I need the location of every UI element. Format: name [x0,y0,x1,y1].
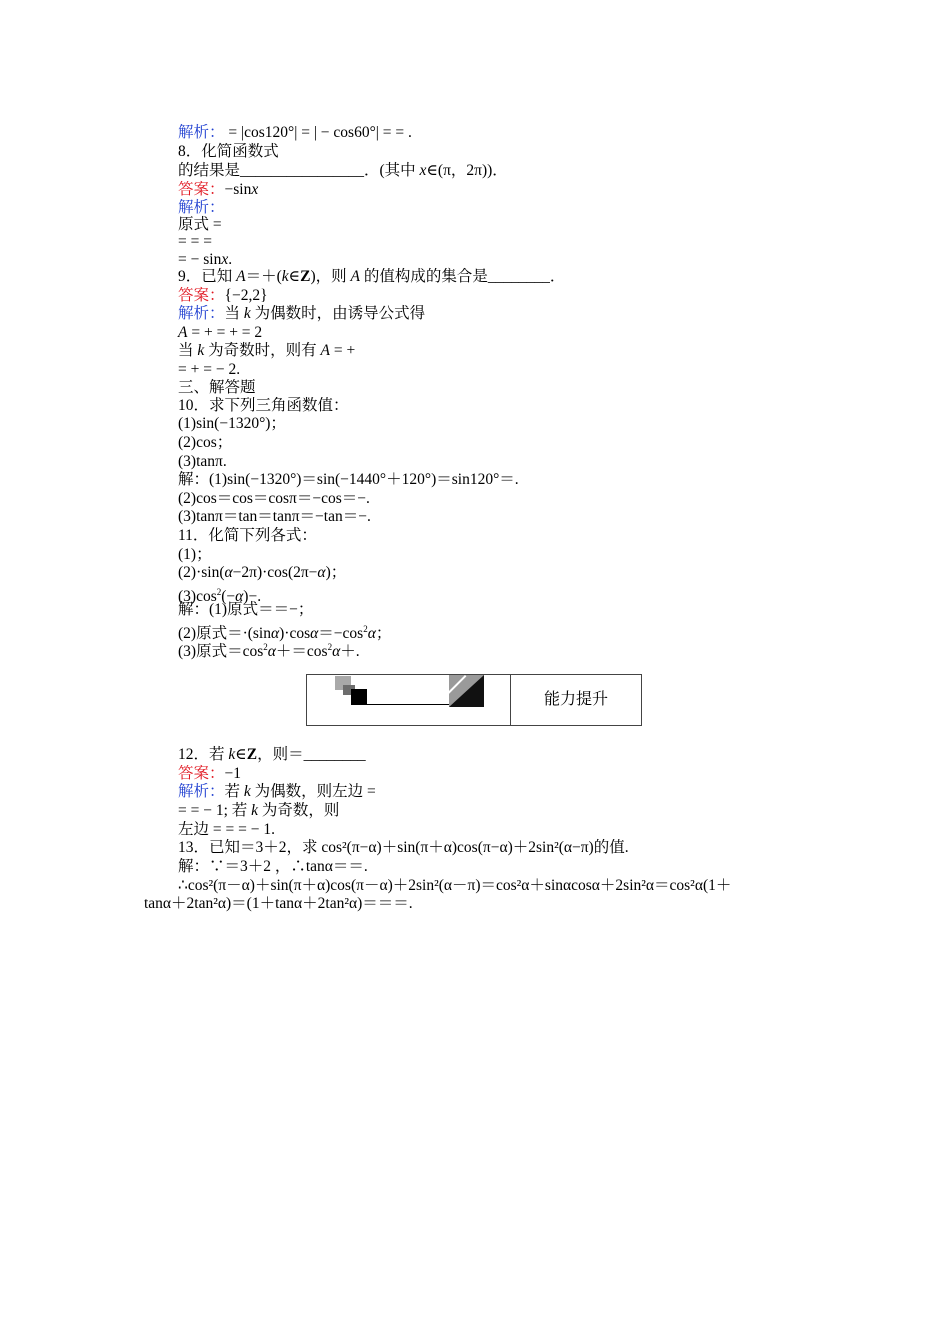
analysis-12-line-1: 解析：若 k 为偶数，则左边 = [178,783,376,800]
question-13: 13．已知＝3＋2，求 cos²(π−α)＋sin(π＋α)cos(π−α)＋2sin²(α−π)的值. [178,839,629,856]
question-8: 8．化简函数式 [178,143,279,160]
analysis-9-line-1: 解析：当 k 为偶数时，由诱导公式得 [178,305,426,322]
analysis-text: = |cos120°| = | − cos60°| = = . [224,124,412,141]
question-10-part-3: (3)tanπ. [178,453,227,470]
analysis-label: 解析： [178,783,225,800]
question-10: 10．求下列三角函数值： [178,397,349,414]
analysis-8-line-1: 原式 = [178,216,222,233]
question-12: 12．若 k∈Z，则＝________ [178,746,366,763]
analysis-label: 解析： [178,199,225,216]
question-11-part-1: (1)； [178,546,212,563]
question-9: 9．已知 A＝＋(k∈Z)，则 A 的值构成的集合是________． [178,268,566,285]
question-11-part-3: $(3)\cos^2(-\alpha)-$. [178,587,262,606]
answer-9: 答案：{−2,2} [178,287,268,304]
question-10-part-2: (2)cos； [178,434,233,451]
analysis-9-line-3: 当 k 为奇数时，则有 A = + [178,342,356,359]
analysis-9-line-4: = + = − 2. [178,361,241,378]
question-8-line-2: 的结果是________________．(其中 x∈(π，2π))． [178,162,508,179]
analysis-label: 解析： [178,305,225,322]
solution-13-line-1: 解：∵＝3＋2 ，∴tanα＝＝. [178,858,368,875]
analysis-9-line-2: A = + = + = 2 [178,324,263,341]
solution-11-line-2: (2)原式$=\cdot(\sin\alpha)\cdot\cos\alpha=-\cos^2\alpha$； [178,624,392,643]
answer-label: 答案： [178,765,225,782]
answer-8: 答案：−sinx [178,181,259,198]
decoration-line [367,704,449,705]
question-11: 11．化简下列各式： [178,527,317,544]
analysis-8-line-3: = − sinx. [178,251,233,268]
question-10-part-1: (1)sin(−1320°)； [178,415,286,432]
answer-12: 答案：−1 [178,765,242,782]
solution-11-line-1: 解：(1)原式＝＝−； [178,601,314,618]
solution-13-line-3: tanα＋2tan²α)＝(1＋tanα＋2tan²α)＝＝＝. [144,895,413,912]
pen-icon [449,675,484,707]
solution-10-line-2: (2)cos＝cos＝cosπ＝−cos＝−. [178,490,370,507]
solution-11-line-3: (3)原式$=\cos^2\alpha+=\cos^2\alpha+$. [178,642,360,661]
analysis-12-line-2: = = − 1; 若 k 为奇数，则 [178,802,340,819]
ability-section-banner [306,674,642,726]
decoration-square [351,689,367,705]
solution-10-line-1: 解：(1)sin(−1320°)＝sin(−1440°＋120°)＝sin120°＝. [178,471,519,488]
analysis-8-label [178,199,225,217]
solution-10-line-3: (3)tanπ＝tan＝tanπ＝−tan＝−. [178,508,371,525]
answer-label: 答案： [178,181,225,198]
section-heading: 三、解答题 [178,379,256,396]
question-11-part-2: (2)·sin(α−2π)·cos(2π−α)； [178,564,347,581]
solution-13-line-2: ∴cos²(π－α)＋sin(π＋α)cos(π－α)＋2sin²(α－π)＝cos²α＋sinαcosα＋2sin²α＝cos²α(1＋ [178,877,732,894]
analysis-12-line-3: 左边 = = = − 1. [178,821,275,838]
analysis-label: 解析： [178,124,225,141]
banner-label: 能力提升 [543,691,608,708]
analysis-8-line-2: = = = [178,233,212,250]
answer-label: 答案： [178,287,225,304]
analysis-line-7 [178,124,412,142]
